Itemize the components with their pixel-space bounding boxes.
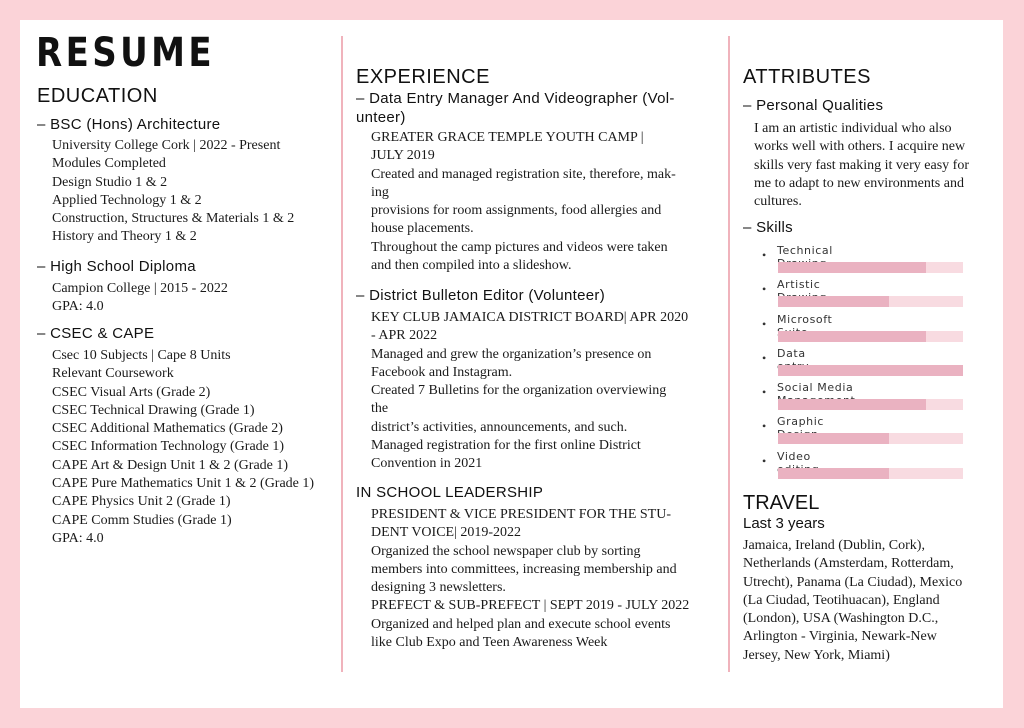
text-line: the — [371, 401, 389, 417]
travel-lines — [743, 537, 962, 665]
text-line: Design Studio 1 & 2 — [52, 174, 168, 190]
text-line: KEY CLUB JAMAICA DISTRICT BOARD| APR 2020 — [371, 310, 689, 325]
personal-qualities-title: – Personal Qualities — [743, 97, 884, 114]
skill-bar-fill — [778, 365, 963, 376]
skill-bar-fill — [778, 399, 926, 410]
text-line: Managed registration for the first online District — [371, 438, 641, 454]
role-title-line: unteer) — [356, 109, 406, 126]
bullet-icon: • — [762, 385, 767, 400]
text-line: Netherlands (Amsterdam, Rotterdam, — [743, 556, 954, 572]
bullet-icon: • — [762, 282, 767, 297]
skill-name: Technical — [777, 244, 833, 257]
skill-name: Microsoft — [777, 312, 833, 326]
text-line: Organized the school newspaper club by sorting — [371, 543, 641, 559]
education-group-title: – BSC (Hons) Architecture — [37, 116, 221, 133]
text-line: designing 3 newsletters. — [371, 580, 506, 596]
text-line: GPA: 4.0 — [52, 299, 104, 315]
bullet-icon: • — [762, 419, 767, 434]
education-group-title: – CSEC & CAPE — [37, 325, 155, 342]
skill-bar-fill — [778, 262, 926, 273]
skill-bar — [778, 296, 963, 307]
experience-role-lines — [371, 129, 676, 275]
text-line: GREATER GRACE TEMPLE YOUTH CAMP | — [371, 130, 644, 145]
leadership-heading: IN SCHOOL LEADERSHIP — [356, 484, 544, 501]
column-divider-right — [728, 36, 730, 672]
role-title-line: – Data Entry Manager And Videographer (Vol- — [356, 90, 675, 107]
text-line: (La Ciudad, Teotihuacan), England — [743, 592, 940, 608]
text-line: CSEC Technical Drawing (Grade 1) — [52, 402, 255, 418]
text-line: district’s activities, announcements, and such. — [371, 419, 628, 435]
text-line: University College Cork | 2022 - Present — [52, 138, 281, 153]
travel-subheading: Last 3 years — [743, 515, 825, 532]
experience-heading: EXPERIENCE — [356, 66, 490, 88]
skill-bar-fill — [778, 296, 889, 307]
text-line: Managed and grew the organization’s presence on — [371, 346, 652, 362]
text-line: Modules Completed — [52, 156, 166, 172]
skill-name: Graphic — [777, 415, 825, 429]
text-line: cultures. — [754, 194, 802, 210]
text-line: skills very fast making it very easy for — [754, 157, 970, 173]
text-line: Construction, Structures & Materials 1 & 2 — [52, 211, 295, 227]
bullet-icon: • — [762, 350, 767, 365]
text-line: Organized and helped plan and execute school events — [371, 616, 671, 632]
text-line: members into committees, increasing membership and — [371, 561, 677, 577]
leadership-lines — [371, 506, 689, 652]
text-line: Created and managed registration site, therefore, mak- — [371, 166, 676, 182]
skill-bar — [778, 468, 963, 479]
text-line: CAPE Comm Studies (Grade 1) — [52, 512, 232, 528]
education-group-lines — [52, 280, 228, 317]
skill-name: Artistic — [777, 278, 821, 292]
text-line: Campion College | 2015 - 2022 — [52, 281, 228, 296]
skill-bar — [778, 331, 963, 342]
bullet-icon: • — [762, 453, 767, 468]
skill-bar — [778, 399, 963, 410]
text-line: Applied Technology 1 & 2 — [52, 192, 202, 208]
skill-bar — [778, 433, 963, 444]
skill-name: Social Media — [777, 381, 854, 395]
text-line: like Club Expo and Teen Awareness Week — [371, 635, 608, 651]
text-line: PREFECT & SUB-PREFECT | SEPT 2019 - JULY 2022 — [371, 598, 690, 614]
education-group-title: – High School Diploma — [37, 258, 196, 275]
text-line: CAPE Art & Design Unit 1 & 2 (Grade 1) — [52, 457, 289, 473]
education-heading: EDUCATION — [37, 85, 158, 107]
personal-qualities-lines — [754, 120, 969, 211]
skill-bar — [778, 365, 963, 376]
text-line: DENT VOICE| 2019-2022 — [371, 525, 522, 541]
text-line: GPA: 4.0 — [52, 530, 104, 546]
text-line: History and Theory 1 & 2 — [52, 229, 197, 245]
attributes-heading: ATTRIBUTES — [743, 66, 871, 88]
text-line: Convention in 2021 — [371, 456, 483, 472]
text-line: CSEC Additional Mathematics (Grade 2) — [52, 421, 283, 437]
text-line: I am an artistic individual who also — [754, 121, 952, 136]
text-line: CAPE Pure Mathematics Unit 1 & 2 (Grade 1) — [52, 476, 315, 492]
education-group-lines — [52, 137, 294, 247]
text-line: Relevant Coursework — [52, 366, 174, 382]
education-group-lines — [52, 347, 314, 548]
experience-role-title: – District Bulleton Editor (Volunteer) — [356, 287, 606, 304]
experience-role-title — [356, 89, 675, 127]
text-line: Utrecht), Panama (La Ciudad), Mexico — [743, 574, 963, 590]
experience-role-lines — [371, 309, 688, 474]
skill-name: Data — [777, 346, 806, 360]
skill-bar-fill — [778, 468, 889, 479]
text-line: house placements. — [371, 221, 474, 237]
text-line: CAPE Physics Unit 2 (Grade 1) — [52, 494, 231, 510]
text-line: CSEC Information Technology (Grade 1) — [52, 439, 285, 455]
text-line: Jersey, New York, Miami) — [743, 647, 890, 663]
text-line: JULY 2019 — [371, 148, 435, 164]
skill-name: Video — [777, 449, 811, 463]
travel-heading: TRAVEL — [743, 492, 820, 514]
text-line: CSEC Visual Arts (Grade 2) — [52, 384, 211, 400]
skills-title: – Skills — [743, 219, 793, 236]
text-line: Jamaica, Ireland (Dublin, Cork), — [743, 538, 925, 553]
text-line: - APR 2022 — [371, 328, 438, 344]
text-line: Csec 10 Subjects | Cape 8 Units — [52, 348, 231, 363]
skill-bar — [778, 262, 963, 273]
text-line: Throughout the camp pictures and videos were taken — [371, 239, 668, 255]
resume-title: RESUME — [36, 30, 215, 76]
text-line: works well with others. I acquire new — [754, 139, 966, 155]
text-line: PRESIDENT & VICE PRESIDENT FOR THE STU- — [371, 507, 671, 522]
text-line: (London), USA (Washington D.C., — [743, 611, 939, 627]
bullet-icon: • — [762, 248, 767, 262]
text-line: Arlington - Virginia, Newark-New — [743, 629, 937, 645]
skill-bar-fill — [778, 331, 926, 342]
column-divider-left — [341, 36, 343, 672]
skill-bar-fill — [778, 433, 889, 444]
text-line: Facebook and Instagram. — [371, 364, 513, 380]
text-line: Created 7 Bulletins for the organization overviewing — [371, 383, 667, 399]
bullet-icon: • — [762, 316, 767, 331]
text-line: ing — [371, 184, 389, 200]
text-line: and then compiled into a slideshow. — [371, 258, 572, 274]
text-line: me to adapt to new environments and — [754, 175, 964, 191]
text-line: provisions for room assignments, food allergies and — [371, 203, 662, 219]
